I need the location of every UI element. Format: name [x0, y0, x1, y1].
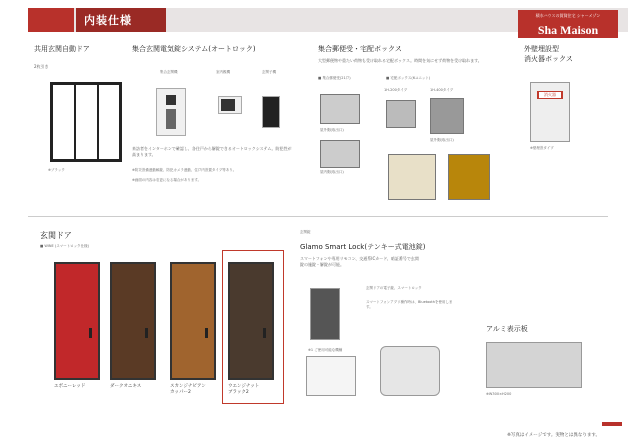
open-box-image	[448, 154, 490, 200]
mailbox-caption: 屋外側(取出口)	[430, 138, 454, 142]
section-divider	[28, 216, 608, 217]
smart-lock-image	[310, 288, 340, 340]
door-swatch	[170, 262, 216, 380]
auto-door-title: 共用玄関自動ドア	[34, 45, 90, 53]
mailbox-caption: 屋内側(取出口)	[320, 170, 344, 174]
smart-lock-desc: スマートフォンや専用リモコン、交通系ICカード、暗証番号で玄関錠の施錠・解錠が可能。	[300, 256, 419, 267]
intercom-label: 玄関子機	[262, 70, 276, 74]
mailbox-caption: 屋外側(取出口)	[320, 128, 344, 132]
entrance-panel-image	[156, 88, 186, 136]
package-image	[388, 154, 436, 200]
mailbox-desc: 大型郵便物や重たい荷物も受け取れる宅配ボックス。時間を気にせず荷物を受け取れます。	[318, 58, 482, 63]
door-swatch	[110, 262, 156, 380]
card-key-image	[380, 346, 440, 396]
door-pane	[53, 85, 76, 159]
delivery-label: ■ 宅配ボックス(6ユニット)	[386, 76, 431, 80]
intercom-note: ※防災設備連動解錠、防犯カメラ連動、住戸内設置タイプ等あり。	[132, 168, 237, 172]
intercom-desc: 来訪者をインターホンで確認し、各住戸から解錠できるオートロックシステム。防犯性が高まります。	[132, 146, 292, 157]
footer-bar	[602, 422, 622, 426]
page-title: 内装仕様	[84, 14, 132, 27]
selected-door-highlight	[222, 250, 284, 404]
mailbox-image	[320, 140, 360, 168]
intercom-note: ※画面の内容は変更になる場合があります。	[132, 178, 202, 182]
door-label: ウエンジナット ブラック2	[228, 384, 260, 395]
door-handle-icon	[145, 328, 148, 338]
smart-lock-title: Glamo Smart Lock(テンキー式電池錠)	[300, 243, 426, 251]
extinguisher-sign: 消火器	[539, 92, 561, 98]
door-label: スカンジナビアン カッパー2	[170, 384, 206, 395]
door-station-image	[262, 96, 280, 128]
extinguisher-caption: ※壁埋設タイプ	[530, 146, 554, 150]
auto-door-color: ※ブラック	[48, 168, 65, 172]
indoor-monitor-image	[218, 96, 242, 114]
mailbox-image	[320, 94, 360, 124]
alumi-caption: ※W300×H200	[486, 392, 512, 396]
page-header	[28, 8, 628, 37]
door-handle-icon	[205, 328, 208, 338]
delivery-box-image	[430, 98, 464, 134]
smart-lock-note: ※1 ご使用可能な機種	[308, 348, 343, 352]
intercom-title: 集合玄関電気錠システム(オートロック)	[132, 45, 256, 53]
auto-door-subtitle: 2枚引き	[34, 64, 49, 69]
door-label: ダークオニキス	[110, 384, 142, 389]
entrance-door-sub: ■ WINE (スマートロック仕様)	[40, 244, 89, 248]
smart-lock-section: 玄関錠	[300, 230, 311, 234]
delivery-box-image	[386, 100, 416, 128]
door-pane	[76, 85, 99, 159]
logo-subtitle: 積水ハウスの賃貸住宅 シャーメゾン	[535, 13, 601, 18]
header-accent	[28, 8, 74, 32]
door-handle-icon	[89, 328, 92, 338]
door-swatch	[54, 262, 100, 380]
door-label: エボニーレッド	[54, 384, 86, 389]
entrance-door-title: 玄関ドア	[40, 231, 72, 240]
intercom-label: 室内親機	[216, 70, 230, 74]
phone-image	[306, 356, 356, 396]
smart-lock-note: スマートフォンアプリ操作時は、Bluetoothを使用します。	[366, 300, 453, 309]
alumi-panel-image	[486, 342, 582, 388]
auto-door-image	[50, 82, 122, 162]
type-label: 1H-200タイプ	[384, 88, 408, 92]
type-label: 1H-400タイプ	[430, 88, 454, 92]
footer-note: ※写真はイメージです。実物とは異なります。	[507, 433, 600, 438]
mailbox-title: 集合郵便受・宅配ボックス	[318, 45, 402, 53]
post-label: ■ 集合郵便受(21戸)	[318, 76, 351, 80]
intercom-label: 集合玄関機	[160, 70, 178, 74]
smart-lock-note: 玄関ドアの電子錠、スマートロック	[366, 286, 422, 290]
brand-logo	[518, 10, 618, 38]
alumi-title: アルミ表示板	[486, 325, 528, 333]
logo-main: Sha Maison	[537, 23, 599, 37]
extinguisher-title: 外壁埋設型 消火器ボックス	[524, 45, 573, 63]
extinguisher-box-image	[530, 82, 570, 142]
